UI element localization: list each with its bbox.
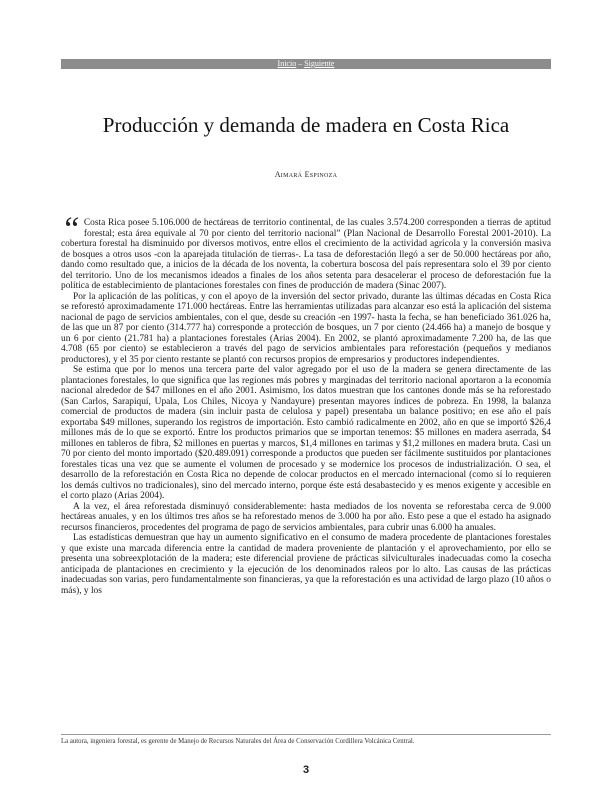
nav-separator: – bbox=[296, 59, 305, 68]
next-link[interactable]: Siguiente bbox=[304, 59, 335, 68]
paragraph-5: Las estadísticas demuestran que hay un aumento significativo en el consumo de madera procedente de plantaciones forestales y que existe una marcada diferencia entre la cantidad de madera proveniente de plantación y el aprovechamiento, por ello se presenta una sobreexplotación de la madera; este diferencial proviene de prácticas silviculturales inadecuadas como la cosecha anticipada de plantaciones en crecimiento y la ejecución de los denominados raleos por lo alto. Las causas de las prácticas inadecuadas son varias, pero fundamentalmente son financieras, ya que la reforestación es una actividad de largo plazo (10 años o más), y los bbox=[61, 533, 551, 596]
paragraph-3: Se estima que por lo menos una tercera parte del valor agregado por el uso de la madera se genera directamente de las plantaciones forestales, lo que significa que las regiones más pobres y marginadas del territorio nacional aportaron a la economía nacional alrededor de $47 millones en el año 2001. Asimismo, los datos muestran que los cantones donde más se ha reforestado (San Carlos, Sarapiquí, Upala, Los Chiles, Nicoya y Nandayure) presentan mayores índices de pobreza. En 1998, la balanza comercial de productos de madera (sin incluir pasta de celulosa y papel) presentaba un balance positivo; en ese año el país exportaba $49 millones, superando los registros de importación. Esto cambió radicalmente en 2002, año en que se importó $26,4 millones más de lo que se exportó. Entre los productos primarios que se importan tenemos: $5 millones en madera aserrada, $4 millones en tableros de fibra, $2 millones en puertas y marcos, $1,4 millones en tarimas y $1,2 millones en madera bruta. Casi un 70 por ciento del monto importado ($20.489.091) corresponde a productos que pueden ser fácilmente sustituidos por plantaciones forestales ticas una vez que se aumente el volumen de procesado y se modernice los procesos de industrialización. O sea, el desarrollo de la reforestación en Costa Rica no depende de colocar productos en el mercado internacional (como sí lo requieren los demás cultivos no tradicionales), sino del mercado interno, porque éste está desabastecido y es menos exigente y accesible en el corto plazo (Arias 2004). bbox=[61, 365, 551, 501]
article-body bbox=[61, 211, 551, 596]
home-link[interactable]: Inicio bbox=[277, 59, 297, 68]
article-title: Producción y demanda de madera en Costa Rica bbox=[102, 113, 510, 137]
footnote-divider bbox=[61, 734, 551, 735]
opening-quote-icon: “ bbox=[61, 211, 80, 248]
navigation-bar bbox=[61, 59, 551, 69]
paragraph-2: Por la aplicación de las políticas, y con el apoyo de la inversión del sector privado, durante las últimas décadas en Costa Rica se reforestó aproximadamente 171.000 hectáreas. Entre las herramientas utilizadas para alcanzar eso está la aplicación del sistema nacional de pago de servicios ambientales, con el que, desde su creación -en 1997- hasta la fecha, se han beneficiado 361.026 ha, de las que un 87 por ciento (314.777 ha) corresponde a protección de bosques, un 7 por ciento (24.466 ha) a manejo de bosque y un 6 por ciento (21.781 ha) a plantaciones forestales (Arias 2004). En 2002, se plantó aproximadamente 7.200 ha, de las que 4.708 (65 por ciento) se establecieron a través del pago de servicios ambientales para reforestación (pequeños y medianos productores), y el 35 por ciento restante se plantó con recursos propios de empresarios y productores independientes. bbox=[61, 291, 551, 365]
author-name: Aimará Espinoza bbox=[274, 170, 338, 179]
page-number: 3 bbox=[302, 764, 310, 776]
footnote: La autora, ingeniera forestal, es gerente de Manejo de Recursos Naturales del Área de Conservación Cordillera Volcánica Central. bbox=[61, 738, 415, 745]
paragraph-4: A la vez, el área reforestada disminuyó considerablemente: hasta mediados de los noventa se reforestaba cerca de 9.000 hectáreas anuales, y en los últimos tres años se ha reforestado menos de 3.000 ha por año. Esto pese a que el estado ha asignado recursos financieros, procedentes del programa de pago de servicios ambientales, para cubrir unas 6.000 ha anuales. bbox=[61, 501, 551, 533]
paragraph-1: Costa Rica posee 5.106.000 de hectáreas de territorio continental, de las cuales 3.574.200 corresponden a tierras de aptitud forestal; esta área equivale al 70 por ciento del territorio nacional” (Plan Nacional de Desarrollo Forestal 2001-2010). La cobertura forestal ha disminuido por diversos motivos, entre ellos el crecimiento de la actividad agrícola y la conversión masiva de bosques a otros usos -con la aparejada titulación de tierras-. La tasa de deforestación llegó a ser de 50.000 hectáreas por año, dando como resultado que, a inicios de la década de los noventa, la cobertura boscosa del país representara solo el 39 por ciento del territorio. Uno de los mecanismos ideados a finales de los años setenta para desacelerar el proceso de deforestación fue la política de establecimiento de plantaciones forestales con fines de producción de madera (Sinac 2007). bbox=[61, 218, 551, 291]
